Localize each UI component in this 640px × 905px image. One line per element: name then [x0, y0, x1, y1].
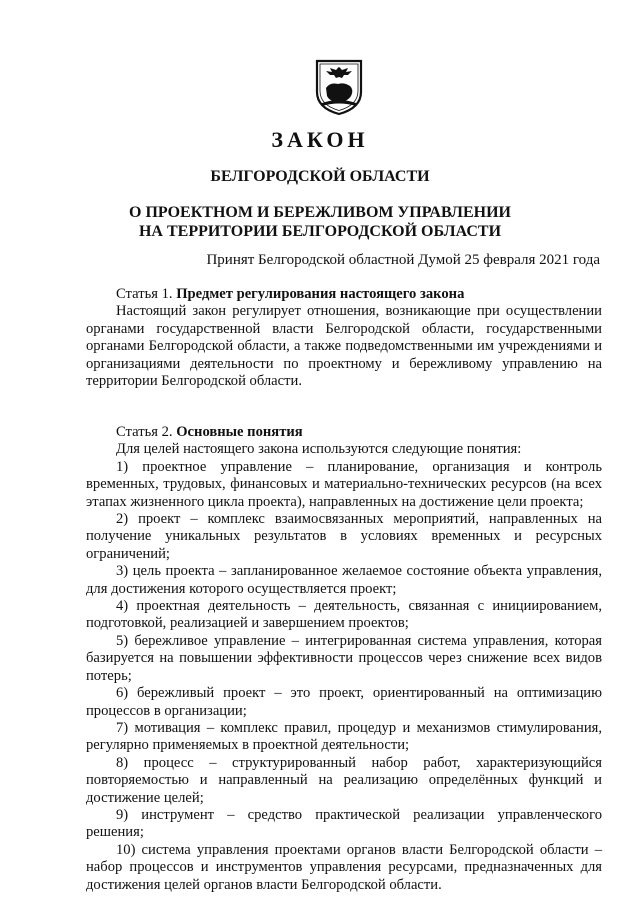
- definition-item: 2) проект – комплекс взаимосвязанных мероприятий, направленных на получение уникальных результатов в условиях временных и ресурсных ограничений;: [86, 511, 602, 562]
- definition-item: 8) процесс – структурированный набор работ, характеризующийся повторяемостью и направленный на реализацию определённых функций и достижение целей;: [86, 754, 602, 806]
- law-subject: [0, 203, 640, 241]
- adoption-note: Принят Белгородской областной Думой 25 февраля 2021 года: [206, 252, 600, 268]
- article-1-prefix: Статья 1.: [116, 286, 173, 302]
- article-1-title: Предмет регулирования настоящего закона: [176, 286, 465, 302]
- article-2-title: Основные понятия: [176, 424, 303, 440]
- definition-item: 7) мотивация – комплекс правил, процедур и механизмов стимулирования, регулярно применяемых в проектной деятельности;: [86, 719, 602, 754]
- article-1-text: Настоящий закон регулирует отношения, возникающие при осуществлении органами государственной власти Белгородской области, государственными органами Белгородской области, а также подведомственными им учреждениями и организациями деятельности по проектному и бережливому управлению на территории Белгородской области.: [86, 303, 602, 390]
- article-1-heading: [86, 286, 602, 303]
- definition-item: 5) бережливое управление – интегрированная система управления, которая базируется на повышении эффективности процессов через снижение всех видов потерь;: [86, 632, 602, 684]
- definition-item: 9) инструмент – средство практической реализации управленческого решения;: [86, 806, 602, 841]
- law-subject-line-2: НА ТЕРРИТОРИИ БЕЛГОРОДСКОЙ ОБЛАСТИ: [138, 223, 502, 240]
- article-1: [86, 286, 602, 390]
- article-2-heading: [86, 424, 602, 441]
- law-subject-line-1: О ПРОЕКТНОМ И БЕРЕЖЛИВОМ УПРАВЛЕНИИ: [129, 204, 511, 221]
- article-2-intro: Для целей настоящего закона используются следующие понятия:: [116, 441, 522, 458]
- region-name: БЕЛГОРОДСКОЙ ОБЛАСТИ: [210, 168, 430, 185]
- article-2-prefix: Статья 2.: [116, 424, 173, 440]
- definition-item: 1) проектное управление – планирование, организация и контроль временных, трудовых, финансовых и материально-технических ресурсов (на всех этапах жизненного цикла проекта), направленных на достижение цели проекта;: [86, 458, 602, 510]
- document-title: ЗАКОН: [271, 127, 369, 152]
- article-2: [86, 424, 602, 894]
- definition-item: 4) проектная деятельность – деятельность, связанная с инициированием, подготовкой, реализацией и завершением проектов;: [86, 598, 602, 632]
- definition-item: 6) бережливый проект – это проект, ориентированный на оптимизацию процессов в организации;: [86, 685, 602, 719]
- definition-item: 10) система управления проектами органов власти Белгородской области – набор процессов и инструментов управления ресурсами, предназначенных для достижения целей органов власти Белгородской области.: [86, 841, 602, 893]
- definition-item: 3) цель проекта – запланированное желаемое состояние объекта управления, для достижения которого осуществляется проект;: [86, 563, 602, 597]
- coat-of-arms-icon: [314, 58, 364, 116]
